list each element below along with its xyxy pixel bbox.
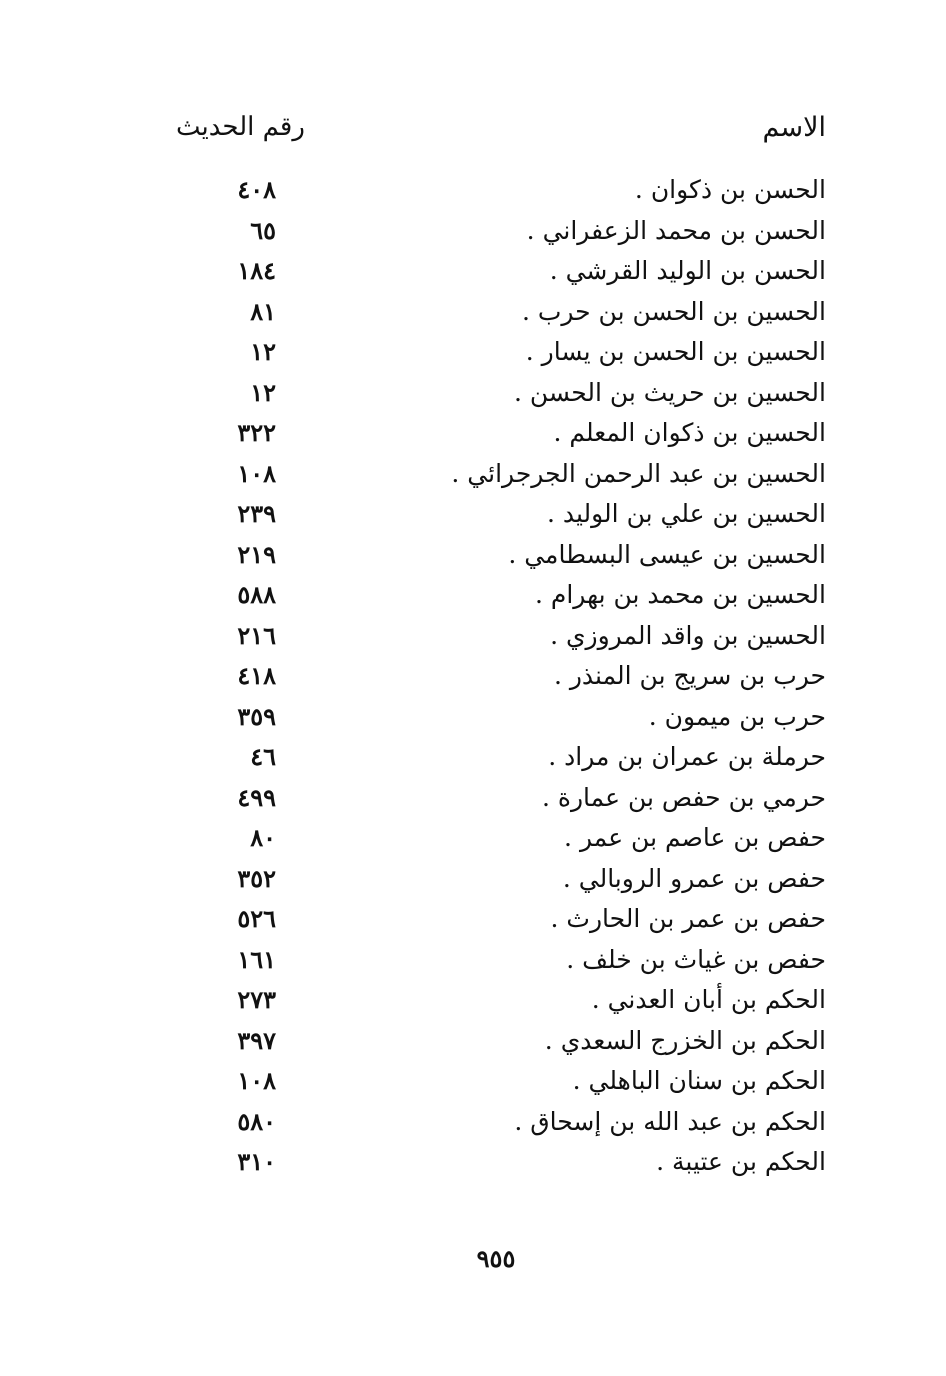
list-item <box>0 332 946 373</box>
hadith-number: ٣٥٢ <box>237 863 276 893</box>
column-header-name <box>763 112 827 143</box>
list-item <box>0 211 946 252</box>
list-item <box>0 778 946 819</box>
list-item <box>0 616 946 657</box>
hadith-number: ٤٠٨ <box>237 175 276 204</box>
narrator-name: حفص بن غياث بن خلف . <box>566 944 826 974</box>
list-item <box>0 980 946 1021</box>
narrator-name: الحسين بن علي بن الوليد . <box>546 499 826 528</box>
hadith-number: ٥٨٠ <box>237 1106 276 1136</box>
hadith-number: ١٦١ <box>237 944 276 974</box>
narrator-name: الحسين بن ذكوان المعلم . <box>553 418 826 447</box>
list-item <box>0 292 946 333</box>
hadith-number: ٣٩٧ <box>237 1025 276 1055</box>
hadith-number: ١٢ <box>250 377 276 407</box>
hadith-number: ٣١٠ <box>237 1147 276 1176</box>
narrator-name: الحسين بن محمد بن بهرام . <box>534 580 826 609</box>
list-item <box>0 373 946 414</box>
hadith-number: ٤١٨ <box>237 661 276 690</box>
hadith-number: ٥٨٨ <box>237 580 276 609</box>
hadith-number: ٤٩٩ <box>237 782 276 812</box>
hadith-number: ٥٢٦ <box>237 904 276 933</box>
list-item <box>0 656 946 697</box>
narrator-name: حفص بن عمر بن الحارث . <box>550 904 826 933</box>
narrator-name: الحسن بن ذكوان . <box>634 175 826 204</box>
list-item <box>0 818 946 859</box>
list-item <box>0 535 946 576</box>
narrator-name: حرب بن سريج بن المنذر . <box>553 661 826 690</box>
hadith-number: ٣٥٩ <box>237 701 276 731</box>
narrator-name: حرمي بن حفص بن عمارة . <box>541 782 826 812</box>
narrator-name: الحسين بن واقد المروزي . <box>550 620 826 650</box>
list-item <box>0 1102 946 1143</box>
narrator-name: حفص بن عاصم بن عمر . <box>564 823 826 852</box>
list-item <box>0 251 946 292</box>
narrator-name: الحسن بن محمد الزعفراني . <box>526 215 826 245</box>
narrator-name: الحسين بن الحسن بن حرب . <box>521 296 826 326</box>
page-number: ٩٥٥ <box>476 1244 516 1273</box>
hadith-number: ٢١٩ <box>237 539 276 569</box>
narrator-name: الحكم بن عتيبة . <box>656 1147 826 1176</box>
index-list <box>0 170 946 1183</box>
hadith-number: ٤٦ <box>250 742 276 771</box>
list-item <box>0 697 946 738</box>
list-item <box>0 454 946 495</box>
narrator-name: حفص بن عمرو الروبالي . <box>562 863 826 893</box>
column-header-hadith-number: رقم الحديث <box>176 112 305 142</box>
narrator-name: الحسين بن عيسى البسطامي . <box>508 539 826 569</box>
column-header-name-label: الاسم <box>762 112 826 143</box>
list-item <box>0 1142 946 1183</box>
hadith-number: ١٠٨ <box>237 1066 276 1095</box>
narrator-name: حرب بن ميمون . <box>648 701 826 731</box>
list-item <box>0 413 946 454</box>
narrator-name: الحسن بن الوليد القرشي . <box>549 256 826 285</box>
hadith-number: ٢١٦ <box>237 620 276 650</box>
hadith-number: ٨٠ <box>250 823 276 852</box>
hadith-number: ٨١ <box>250 296 276 326</box>
narrator-name: الحكم بن أبان العدني . <box>591 985 826 1014</box>
hadith-number: ٣٢٢ <box>237 418 276 447</box>
hadith-number: ٢٣٩ <box>237 499 276 528</box>
list-item <box>0 737 946 778</box>
list-item <box>0 170 946 211</box>
narrator-name: حرملة بن عمران بن مراد . <box>548 742 826 771</box>
narrator-name: الحكم بن سنان الباهلي . <box>572 1066 826 1095</box>
hadith-number: ١٢ <box>250 337 276 366</box>
list-item <box>0 899 946 940</box>
list-item <box>0 575 946 616</box>
hadith-number: ١٨٤ <box>237 256 276 285</box>
list-item <box>0 1061 946 1102</box>
list-item <box>0 494 946 535</box>
list-item <box>0 940 946 981</box>
list-item <box>0 1021 946 1062</box>
narrator-name: الحسين بن الحسن بن يسار . <box>525 337 826 366</box>
narrator-name: الحسين بن عبد الرحمن الجرجرائي . <box>451 458 826 488</box>
hadith-number: ١٠٨ <box>237 458 276 488</box>
narrator-name: الحكم بن الخزرج السعدي . <box>544 1025 826 1055</box>
hadith-number: ٢٧٣ <box>237 985 276 1014</box>
list-item <box>0 859 946 900</box>
narrator-name: الحسين بن حريث بن الحسن . <box>513 377 826 407</box>
hadith-number: ٦٥ <box>250 215 276 245</box>
narrator-name: الحكم بن عبد الله بن إسحاق . <box>514 1106 826 1136</box>
